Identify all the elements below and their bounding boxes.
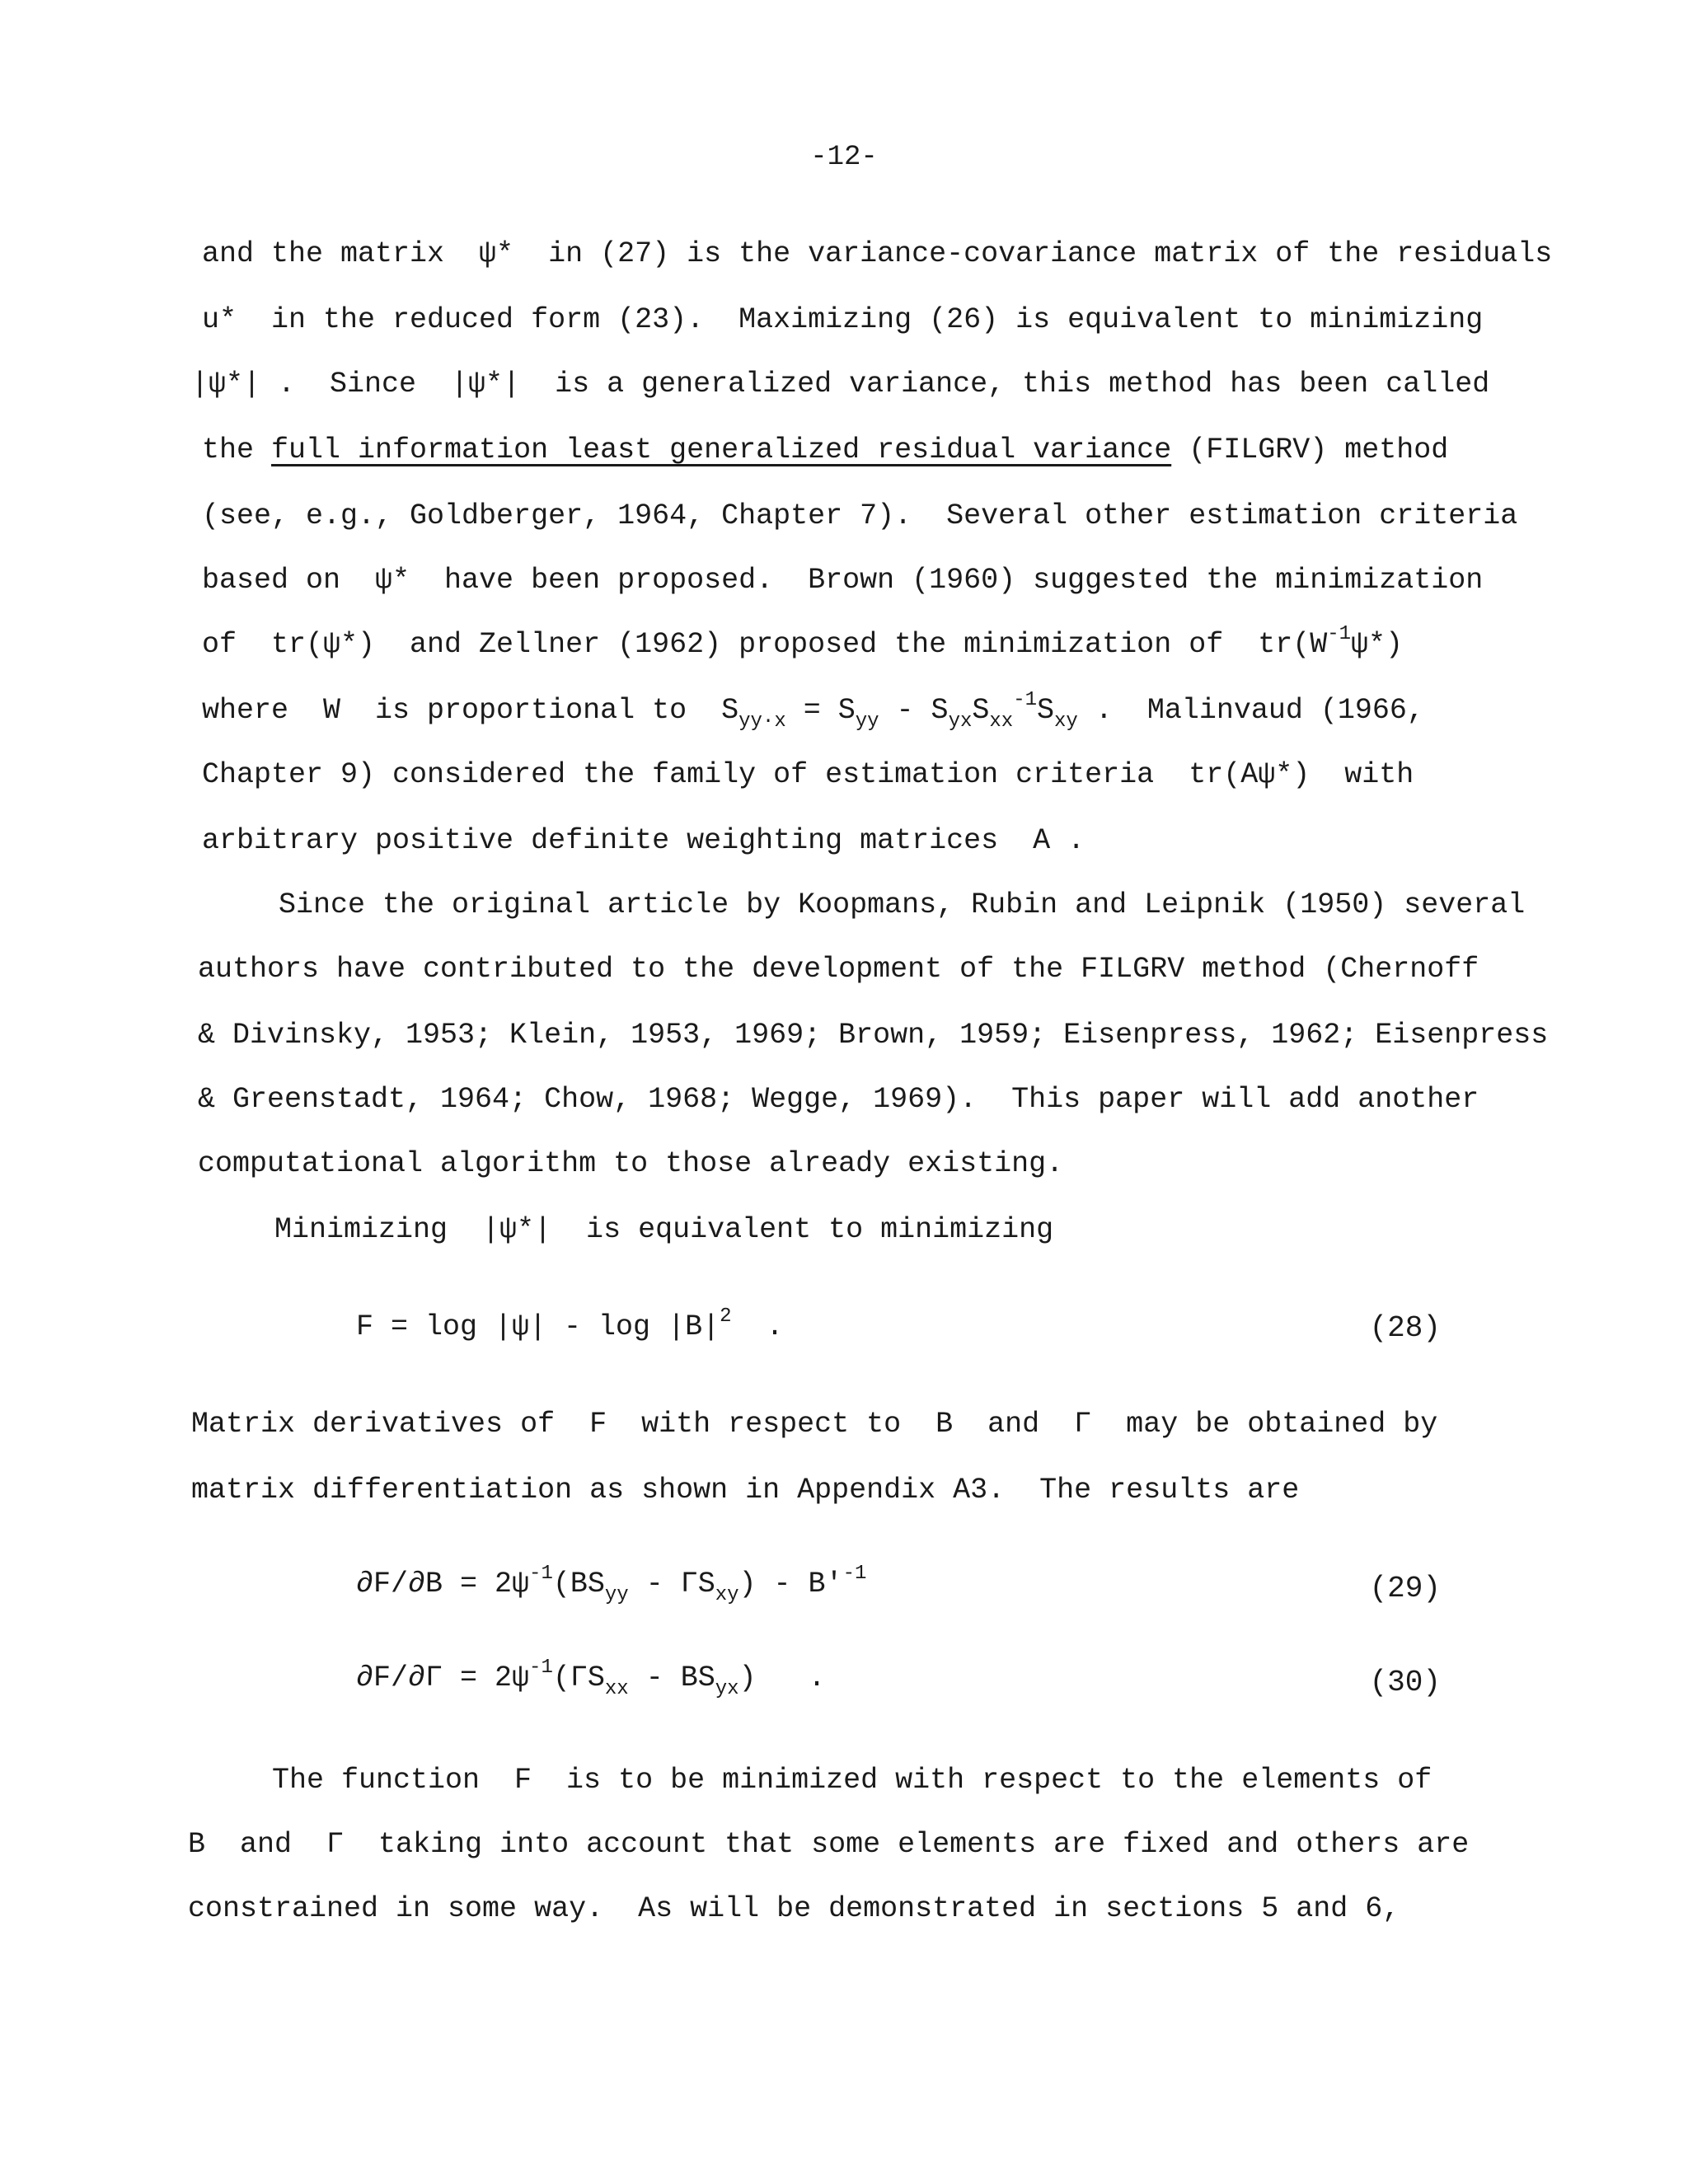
equation-number: (28)	[1369, 1311, 1441, 1345]
text-line: authors have contributed to the development of the FILGRV method (Chernoff	[198, 953, 1479, 986]
text-line: and the matrix ψ* in (27) is the variance-covariance matrix of the residuals	[202, 237, 1553, 270]
equation-number: (30)	[1369, 1666, 1441, 1699]
text-line: where W is proportional to $S_{yy\cdot x} = S_{yy} - S_{yx}S_{xx}^{-1}S_{xy}$ . Malinvaud (1966,	[202, 689, 1424, 733]
text-line: constrained in some way. As will be demonstrated in sections 5 and 6,	[188, 1892, 1400, 1925]
text-line: Matrix derivatives of F with respect to B and Γ may be obtained by	[191, 1408, 1438, 1441]
text-line: matrix differentiation as shown in Appendix A3. The results are	[191, 1474, 1300, 1507]
text-line: of tr(ψ*) and Zellner (1962) proposed the minimization of $tr(W^{-1}\psi*)$	[202, 623, 1404, 661]
text-line: based on ψ* have been proposed. Brown (1960) suggested the minimization	[202, 564, 1484, 597]
equation-28: $F = \log |\psi| - \log |B|^2$ .	[356, 1305, 784, 1343]
text-line: Since the original article by Koopmans, Rubin and Leipnik (1950) several	[279, 888, 1526, 921]
text-line: & Divinsky, 1953; Klein, 1953, 1969; Brown, 1959; Eisenpress, 1962; Eisenpress	[198, 1019, 1549, 1052]
text-line: (see, e.g., Goldberger, 1964, Chapter 7). Several other estimation criteria	[202, 499, 1518, 532]
text-line: The function F is to be minimized with respect to the elements of	[272, 1764, 1432, 1797]
text-line: B and Γ taking into account that some elements are fixed and others are	[188, 1828, 1470, 1861]
text-line: u* in the reduced form (23). Maximizing (26) is equivalent to minimizing	[202, 303, 1484, 336]
page-number: -12-	[810, 142, 878, 173]
underlined-term: full information least generalized residual variance	[271, 434, 1172, 466]
equation-number: (29)	[1369, 1572, 1441, 1605]
equation-30: $\partial F/\partial\Gamma = 2\psi^{-1}(\Gamma S_{xx} - BS_{yx})$ .	[356, 1657, 826, 1700]
text-line: arbitrary positive definite weighting matrices A .	[202, 824, 1085, 857]
text-line: computational algorithm to those already existing.	[198, 1147, 1064, 1180]
text-line: Chapter 9) considered the family of estimation criteria tr(Aψ*) with	[202, 758, 1414, 791]
text-line: Minimizing |ψ*| is equivalent to minimizing	[274, 1213, 1054, 1246]
text-line: & Greenstadt, 1964; Chow, 1968; Wegge, 1969). This paper will add another	[198, 1083, 1479, 1116]
text-line: |ψ*| . Since |ψ*| is a generalized variance, this method has been called	[191, 368, 1490, 401]
text-line: the full information least generalized residual variance (FILGRV) method	[202, 434, 1449, 466]
equation-29: $\partial F/\partial B = 2\psi^{-1}(BS_{yy} - \Gamma S_{xy}) - B'^{-1}$	[356, 1563, 867, 1606]
